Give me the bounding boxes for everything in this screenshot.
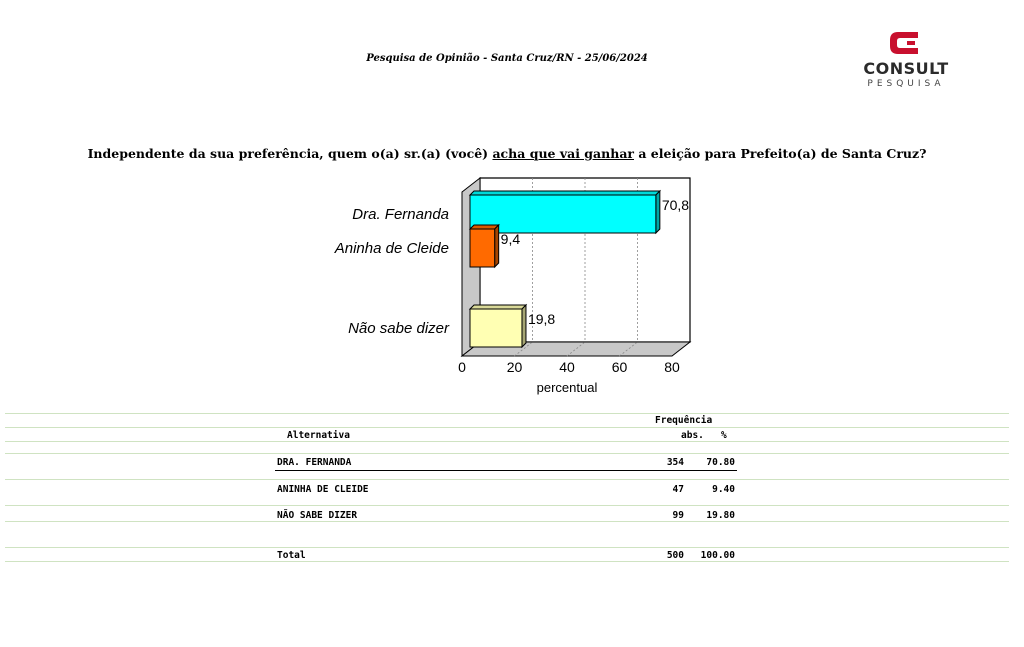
table-spacer: [5, 441, 1009, 453]
question-text: [0, 146, 1014, 161]
x-tick-label: 60: [611, 359, 628, 375]
consult-logo: [858, 24, 954, 90]
bar-top: [470, 305, 526, 309]
category-label: Dra. Fernanda: [352, 206, 449, 223]
question-after: a eleição para Prefeito(a) de Santa Cruz?: [634, 146, 927, 161]
question-before: Independente da sua preferência, quem o(a) sr.(a) (você): [87, 146, 493, 161]
row-label: NÃO SABE DIZER: [277, 510, 358, 521]
x-tick-label: 80: [664, 359, 680, 375]
logo-brand: CONSULT: [863, 59, 949, 78]
row-pct: 70.80: [706, 457, 735, 468]
data-label: 19,8: [527, 311, 556, 327]
consult-c-icon: [858, 24, 954, 60]
col-alternativa: Alternativa: [287, 430, 350, 441]
table-total-row: [5, 547, 1009, 562]
logo-subtitle: PESQUISA: [867, 79, 945, 89]
total-label: Total: [277, 550, 306, 561]
category-label: Aninha de Cleide: [334, 240, 449, 257]
row-label: ANINHA DE CLEIDE: [277, 484, 369, 495]
data-label: 70,8: [661, 197, 690, 213]
report-header: Pesquisa de Opinião - Santa Cruz/RN - 25/06/2024: [366, 53, 648, 64]
bar-end: [522, 305, 526, 347]
col-abs: abs.: [681, 430, 704, 441]
total-abs: 500: [666, 550, 684, 561]
table-row: [5, 505, 1009, 521]
table-spacer: [5, 495, 1009, 505]
freq-header: Frequência: [655, 415, 713, 426]
x-axis-label: percentual: [536, 380, 598, 395]
x-tick-label: 40: [559, 359, 575, 375]
table-spacer: [5, 521, 1009, 547]
bar: [470, 309, 522, 347]
table-row: [5, 479, 1009, 495]
category-label: Não sabe dizer: [348, 320, 449, 337]
x-tick-label: 20: [506, 359, 523, 375]
row-abs: 99: [672, 510, 684, 521]
table-spacer: [5, 469, 1009, 479]
row-pct: 19.80: [706, 510, 735, 521]
col-pct: %: [721, 430, 727, 441]
bar-top: [470, 225, 499, 229]
row-abs: 47: [672, 484, 684, 495]
table-header-row-1: [5, 413, 1009, 427]
row-abs: 354: [666, 457, 684, 468]
data-label: 9,4: [500, 231, 521, 247]
bar-top: [470, 191, 660, 195]
bar-chart: [0, 170, 760, 400]
row-label: DRA. FERNANDA: [277, 457, 352, 468]
table-header-row-2: [5, 427, 1009, 441]
table-row: [5, 453, 1009, 469]
question-underlined: acha que vai ganhar: [492, 146, 634, 161]
row-pct: 9.40: [712, 484, 735, 495]
total-pct: 100.00: [700, 550, 735, 561]
bar-end: [495, 225, 499, 267]
bar: [470, 229, 495, 267]
bar-end: [656, 191, 660, 233]
x-tick-label: 0: [458, 359, 466, 375]
